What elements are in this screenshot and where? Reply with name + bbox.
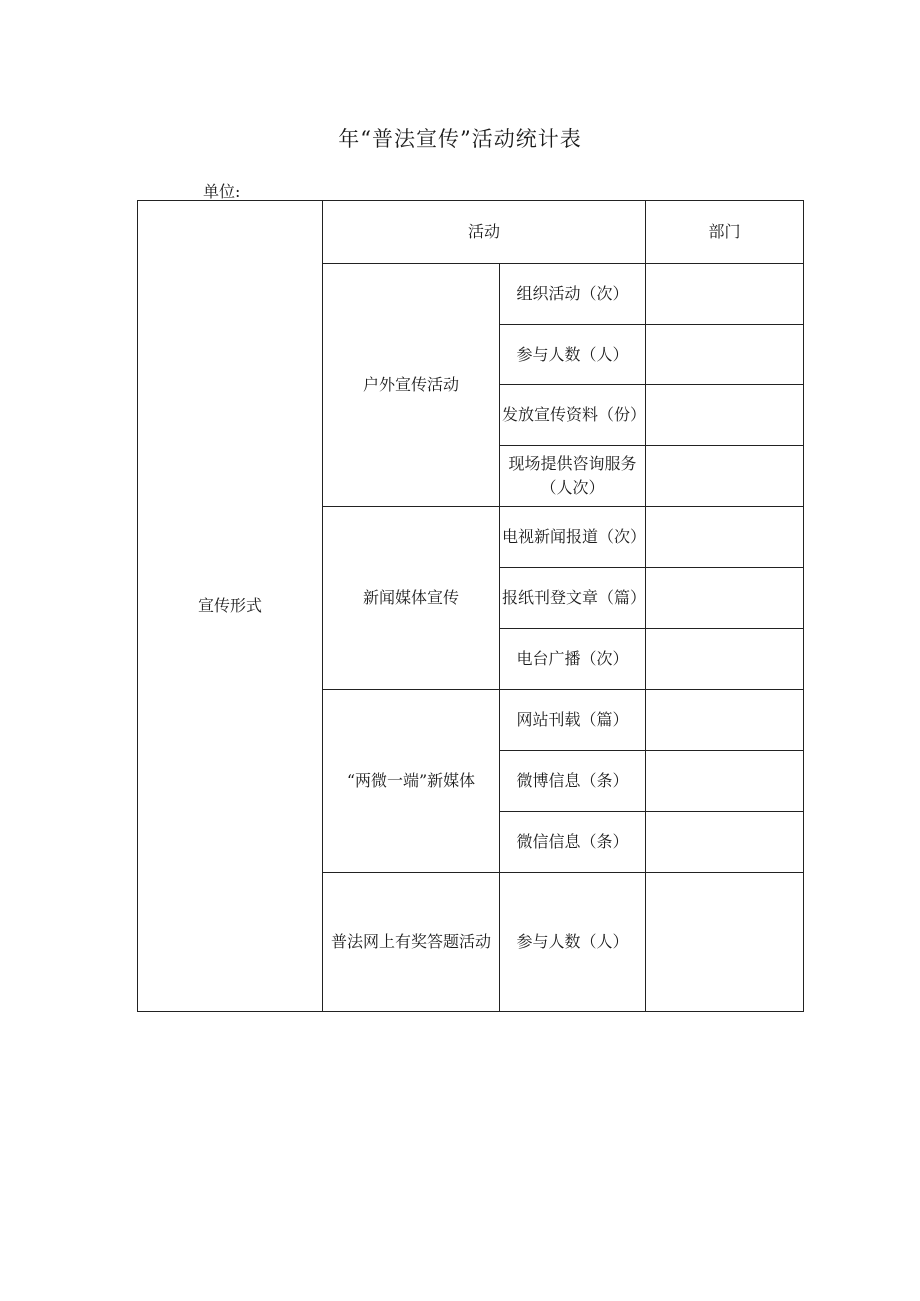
department-value-cell[interactable] [646,264,804,325]
item-label: 参与人数（人） [500,325,646,385]
department-value-cell[interactable] [646,751,804,812]
item-label: 微博信息（条） [500,751,646,812]
group-name-online-quiz: 普法网上有奖答题活动 [323,873,500,1012]
department-header: 部门 [646,201,804,264]
document-title: 年“普法宣传”活动统计表 [338,127,582,151]
department-value-cell[interactable] [646,446,804,507]
group-name-outdoor: 户外宣传活动 [323,264,500,507]
item-label: 现场提供咨询服务（人次） [500,446,646,507]
department-value-cell[interactable] [646,812,804,873]
item-label: 网站刊载（篇） [500,690,646,751]
item-label: 微信信息（条） [500,812,646,873]
department-value-cell[interactable] [646,873,804,1012]
group-name-new-media: “两微一端”新媒体 [323,690,500,873]
statistics-table [137,200,804,1012]
header-row [138,201,804,264]
item-label: 电台广播（次） [500,629,646,690]
item-label: 发放宣传资料（份） [500,385,646,446]
item-label: 报纸刊登文章（篇） [500,568,646,629]
department-value-cell[interactable] [646,568,804,629]
form-label-cell: 宣传形式 [138,201,323,1012]
department-value-cell[interactable] [646,507,804,568]
department-value-cell[interactable] [646,325,804,385]
item-label: 参与人数（人） [500,873,646,1012]
activity-header: 活动 [323,201,646,264]
group-name-news-media: 新闻媒体宣传 [323,507,500,690]
department-value-cell[interactable] [646,629,804,690]
department-value-cell[interactable] [646,385,804,446]
department-value-cell[interactable] [646,690,804,751]
item-label: 组织活动（次） [500,264,646,325]
item-label: 电视新闻报道（次） [500,507,646,568]
unit-label: 单位: [203,182,241,201]
